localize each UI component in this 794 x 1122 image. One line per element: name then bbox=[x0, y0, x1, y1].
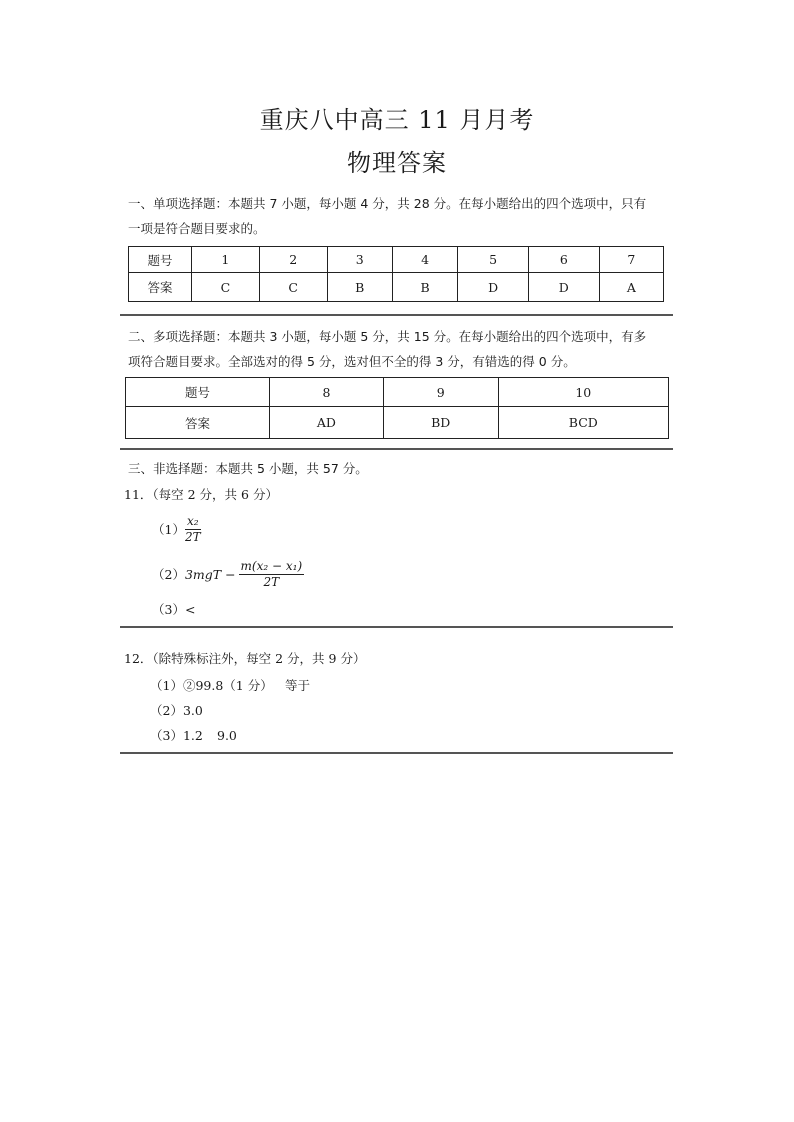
page-subtitle: 物理答案 bbox=[347, 149, 447, 177]
section1-heading-line2: 一项是符合题目要求的。 bbox=[128, 221, 266, 236]
q12-part3-extra: 9.0 bbox=[217, 728, 237, 743]
section1-answer-table bbox=[128, 246, 664, 302]
q11-part1-denominator: 2T bbox=[184, 530, 201, 544]
q12-part1: （1）②99.8（1 分） bbox=[150, 678, 273, 693]
section2-number-cell: 9 bbox=[383, 378, 498, 407]
section2-number-cell: 10 bbox=[498, 378, 668, 407]
section1-answer-cell: D bbox=[528, 273, 599, 302]
q11-part2-fraction bbox=[239, 559, 305, 590]
section1-number-cell: 5 bbox=[458, 247, 529, 273]
section1-answer-cell: D bbox=[458, 273, 529, 302]
section1-number-cell: 7 bbox=[599, 247, 663, 273]
section1-answer-cell: C bbox=[259, 273, 327, 302]
q11-part2-denominator: 2T bbox=[263, 575, 280, 589]
section1-answer-cell: B bbox=[392, 273, 457, 302]
divider-3 bbox=[120, 626, 673, 628]
divider-2 bbox=[120, 448, 673, 450]
q11-part1-numerator: x₂ bbox=[185, 514, 201, 530]
section2-answer-cell: BD bbox=[383, 407, 498, 439]
q11-part2 bbox=[152, 559, 304, 590]
section1-answer-cell: B bbox=[327, 273, 392, 302]
page-title: 重庆八中高三 11 月月考 bbox=[259, 106, 535, 134]
section1-answer-cell: C bbox=[192, 273, 260, 302]
section2-answer-row bbox=[126, 407, 669, 439]
section2-answer-table bbox=[125, 377, 669, 439]
section2-heading-line2: 项符合题目要求。全部选对的得 5 分，选对但不全的得 3 分，有错选的得 0 分。 bbox=[128, 354, 576, 369]
section1-number-cell: 4 bbox=[392, 247, 457, 273]
section2-number-cell: 8 bbox=[270, 378, 384, 407]
section1-row-label-q: 题号 bbox=[129, 247, 192, 273]
section1-number-row bbox=[129, 247, 664, 273]
divider-1 bbox=[120, 314, 673, 316]
section1-number-cell: 3 bbox=[327, 247, 392, 273]
q11-part1-label: （1） bbox=[152, 521, 185, 537]
section2-row-label-a: 答案 bbox=[126, 407, 270, 439]
section1-number-cell: 1 bbox=[192, 247, 260, 273]
q12-part1-extra: 等于 bbox=[285, 678, 311, 693]
q12-part3: （3）1.2 bbox=[150, 728, 203, 743]
section2-answer-cell: BCD bbox=[498, 407, 668, 439]
q12-part2: （2）3.0 bbox=[150, 703, 203, 718]
section1-answer-cell: A bbox=[599, 273, 663, 302]
q12-header: 12．（除特殊标注外，每空 2 分，共 9 分） bbox=[124, 651, 366, 666]
q11-part1 bbox=[152, 514, 201, 545]
q11-header: 11．（每空 2 分，共 6 分） bbox=[124, 487, 278, 502]
section2-row-label-q: 题号 bbox=[126, 378, 270, 407]
q11-part2-label: （2） bbox=[152, 566, 185, 582]
section1-number-cell: 6 bbox=[528, 247, 599, 273]
q11-part2-lead: 3mgT − bbox=[184, 566, 236, 582]
section1-heading-line1: 一、单项选择题：本题共 7 小题，每小题 4 分，共 28 分。在每小题给出的四个选项中，只有 bbox=[128, 196, 647, 211]
q11-part3: （3）< bbox=[152, 602, 196, 617]
section2-heading-line1: 二、多项选择题：本题共 3 小题，每小题 5 分，共 15 分。在每小题给出的四个选项中，有多 bbox=[128, 329, 647, 344]
section1-row-label-a: 答案 bbox=[129, 273, 192, 302]
section2-number-row bbox=[126, 378, 669, 407]
section1-answer-row bbox=[129, 273, 664, 302]
section3-heading: 三、非选择题：本题共 5 小题，共 57 分。 bbox=[128, 461, 368, 476]
section1-number-cell: 2 bbox=[259, 247, 327, 273]
q11-part1-fraction bbox=[185, 514, 201, 545]
q11-part2-numerator: m(x₂ − x₁) bbox=[240, 559, 303, 573]
section2-answer-cell: AD bbox=[270, 407, 384, 439]
divider-4 bbox=[120, 752, 673, 754]
